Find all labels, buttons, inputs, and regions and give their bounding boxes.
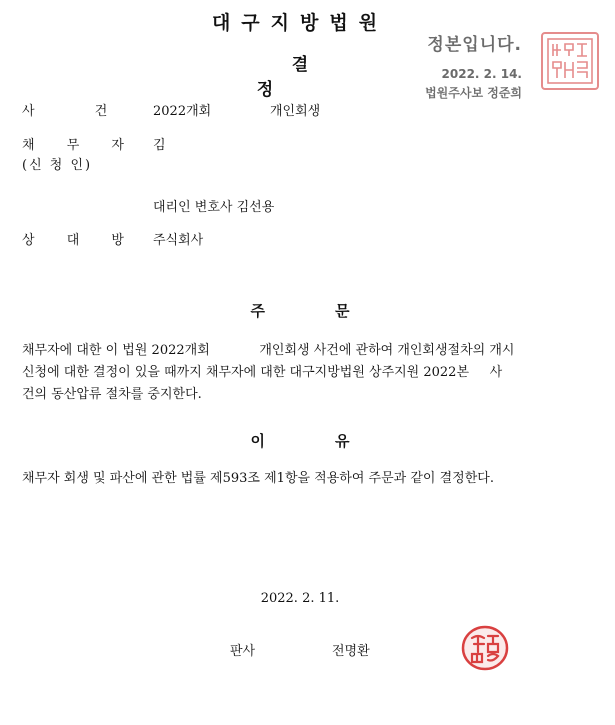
order-line-1: 채무자에 대한 이 법원 2022개회 개인회생 사건에 관하여 개인회생절차의 개시 [22, 343, 515, 358]
order-line-3: 건의 동산압류 절차를 중지한다. [22, 387, 202, 402]
counterparty-label: 상 대 방 [22, 233, 138, 248]
certification-block [425, 30, 522, 101]
order-line-2: 신청에 대한 결정이 있을 때까지 채무자에 대한 대구지방법원 상주지원 2022본 사 [22, 365, 503, 380]
case-label: 사 건 [22, 104, 136, 119]
certification-title: 정본입니다. [427, 35, 522, 55]
order-heading: 주문 [250, 302, 420, 320]
debtor-label: 채 무 자 [22, 138, 138, 153]
attorney: 대리인 변호사 김선용 [153, 200, 275, 215]
debtor-name: 김 [153, 138, 166, 153]
decision-date: 2022. 2. 11. [260, 591, 340, 606]
reason-text: 채무자 회생 및 파산에 관한 법률 제593조 제1항을 적용하여 주문과 같이 결정한다. [22, 471, 494, 486]
case-number: 2022개회 [153, 104, 212, 119]
court-name: 대구지방법원 [211, 12, 389, 34]
reason-heading: 이유 [250, 432, 420, 450]
certification-date: 2022. 2. 14. [441, 67, 522, 81]
judge-seal-icon [460, 624, 510, 672]
court-seal-icon [541, 32, 599, 90]
judge-title: 판사 [230, 644, 256, 659]
document-title: 결정 [256, 55, 379, 100]
judge-name: 전명환 [332, 644, 370, 659]
certification-clerk: 법원주사보 정준희 [425, 86, 522, 100]
case-type: 개인회생 [270, 104, 321, 119]
counterparty-name: 주식회사 [153, 233, 204, 248]
order-text [22, 340, 574, 406]
applicant-label: (신 청 인) [22, 158, 93, 173]
